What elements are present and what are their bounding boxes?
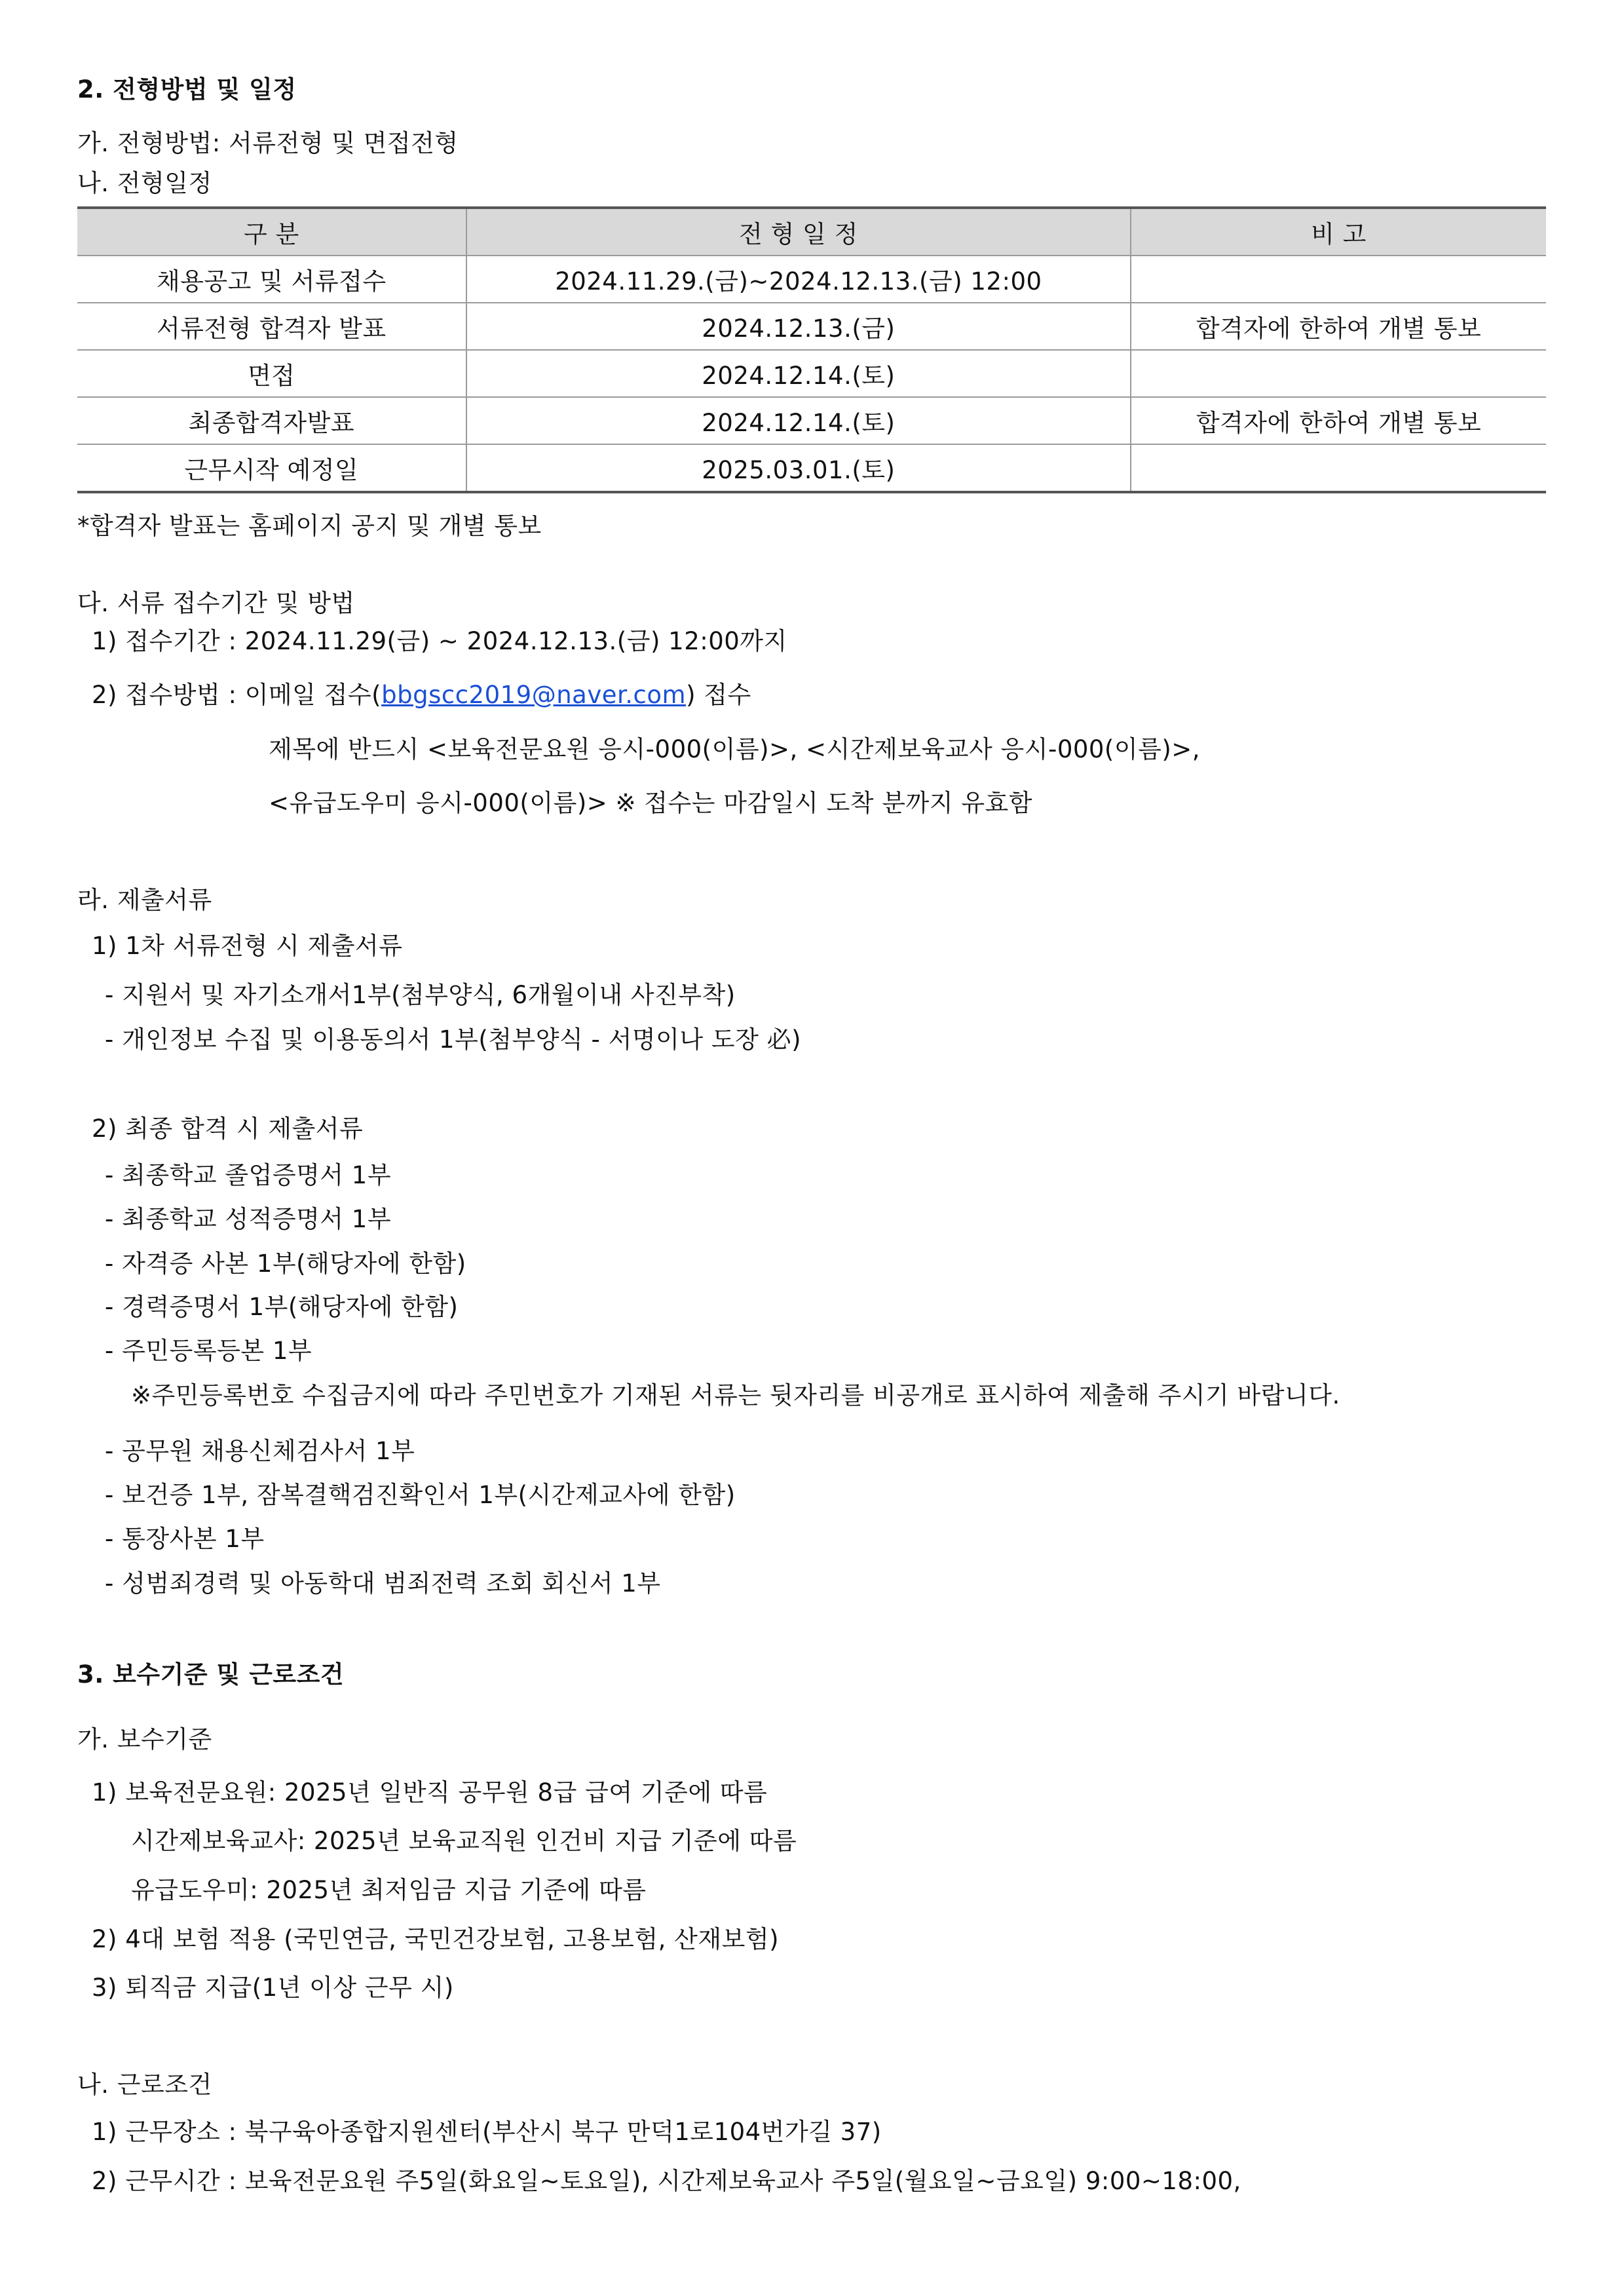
table-cell: 2024.12.14.(토): [466, 350, 1131, 397]
table-cell: 최종합격자발표: [77, 397, 466, 444]
schedule-table: [77, 206, 1546, 493]
list-item: - 지원서 및 자기소개서1부(첨부양식, 6개월이내 사진부착): [105, 981, 736, 1009]
table-cell: 서류전형 합격자 발표: [77, 303, 466, 350]
first-round-docs-title: 1) 1차 서류전형 시 제출서류: [92, 932, 403, 960]
subject-instruction-cont: <유급도우미 응시-000(이름)> ※ 접수는 마감일시 도착 분까지 유효함: [269, 789, 1032, 817]
section-2-heading: 2. 전형방법 및 일정: [77, 75, 297, 104]
header-schedule: 전 형 일 정: [466, 208, 1131, 256]
list-item: - 성범죄경력 및 아동학대 범죄전력 조회 회신서 1부: [105, 1569, 661, 1598]
pay-line: 2) 4대 보험 적용 (국민연금, 국민건강보험, 고용보험, 산재보험): [92, 1925, 780, 1953]
table-cell: [1131, 444, 1546, 492]
list-item: - 개인정보 수집 및 이용동의서 1부(첨부양식 - 서명이나 도장 必): [105, 1025, 802, 1054]
section-3-heading: 3. 보수기준 및 근로조건: [77, 1660, 345, 1689]
table-cell: 2024.12.13.(금): [466, 303, 1131, 350]
table-cell: 2024.11.29.(금)~2024.12.13.(금) 12:00: [466, 256, 1131, 303]
pay-line: 3) 퇴직금 지급(1년 이상 근무 시): [92, 1974, 454, 2002]
table-cell: 면접: [77, 350, 466, 397]
list-item: - 최종학교 졸업증명서 1부: [105, 1161, 392, 1189]
table-row: [77, 397, 1546, 444]
conditions-line: 1) 근무장소 : 북구육아종합지원센터(부산시 북구 만덕1로104번가길 37): [92, 2118, 882, 2146]
table-cell: [1131, 350, 1546, 397]
final-docs-title: 2) 최종 합격 시 제출서류: [92, 1115, 364, 1143]
list-item: - 보건증 1부, 잠복결핵검진확인서 1부(시간제교사에 한함): [105, 1481, 736, 1509]
receipt-period: 1) 접수기간 : 2024.11.29(금) ~ 2024.12.13.(금) 12:00까지: [92, 627, 787, 655]
resident-number-note: ※주민등록번호 수집금지에 따라 주민번호가 기재된 서류는 뒷자리를 비공개로 표시하여 제출해 주시기 바랍니다.: [131, 1381, 1340, 1409]
receipt-method: [92, 683, 751, 707]
table-row: [77, 444, 1546, 492]
list-item: - 최종학교 성적증명서 1부: [105, 1205, 392, 1233]
table-row: [77, 303, 1546, 350]
list-item: - 자격증 사본 1부(해당자에 한함): [105, 1250, 466, 1278]
receipt-title: 다. 서류 접수기간 및 방법: [77, 589, 355, 617]
schedule-title: 나. 전형일정: [77, 169, 212, 197]
list-item: - 공무원 채용신체검사서 1부: [105, 1437, 415, 1465]
table-cell: [1131, 256, 1546, 303]
subject-instruction: 제목에 반드시 <보육전문요원 응시-000(이름)>, <시간제보육교사 응시-000(이름)>,: [269, 735, 1201, 763]
table-cell: 채용공고 및 서류접수: [77, 256, 466, 303]
table-row: [77, 350, 1546, 397]
pay-line: 1) 보육전문요원: 2025년 일반직 공무원 8급 급여 기준에 따름: [92, 1778, 768, 1807]
table-cell: 2025.03.01.(토): [466, 444, 1131, 492]
selection-method: 가. 전형방법: 서류전형 및 면접전형: [77, 129, 459, 157]
list-item: - 통장사본 1부: [105, 1525, 265, 1553]
table-row: [77, 256, 1546, 303]
table-cell: 합격자에 한하여 개별 통보: [1131, 397, 1546, 444]
email-link[interactable]: bbgscc2019@naver.com: [381, 681, 687, 709]
table-cell: 2024.12.14.(토): [466, 397, 1131, 444]
list-item: - 경력증명서 1부(해당자에 한함): [105, 1293, 459, 1321]
documents-title: 라. 제출서류: [77, 886, 212, 914]
table-header-row: [77, 208, 1546, 256]
header-category: 구 분: [77, 208, 466, 256]
receipt-method-prefix: 2) 접수방법 : 이메일 접수(: [92, 681, 382, 709]
table-cell: 합격자에 한하여 개별 통보: [1131, 303, 1546, 350]
receipt-method-suffix: ) 접수: [686, 681, 751, 709]
conditions-line: 2) 근무시간 : 보육전문요원 주5일(화요일~토요일), 시간제보육교사 주5일(월요일~금요일) 9:00~18:00,: [92, 2167, 1241, 2195]
pay-line: 유급도우미: 2025년 최저임금 지급 기준에 따름: [131, 1876, 647, 1904]
pay-line: 시간제보육교사: 2025년 보육교직원 인건비 지급 기준에 따름: [131, 1827, 797, 1855]
table-cell: 근무시작 예정일: [77, 444, 466, 492]
header-remarks: 비 고: [1131, 208, 1546, 256]
pay-title: 가. 보수기준: [77, 1725, 212, 1753]
conditions-title: 나. 근로조건: [77, 2071, 212, 2099]
list-item: - 주민등록등본 1부: [105, 1337, 312, 1365]
announcement-note: *합격자 발표는 홈페이지 공지 및 개별 통보: [77, 512, 542, 540]
